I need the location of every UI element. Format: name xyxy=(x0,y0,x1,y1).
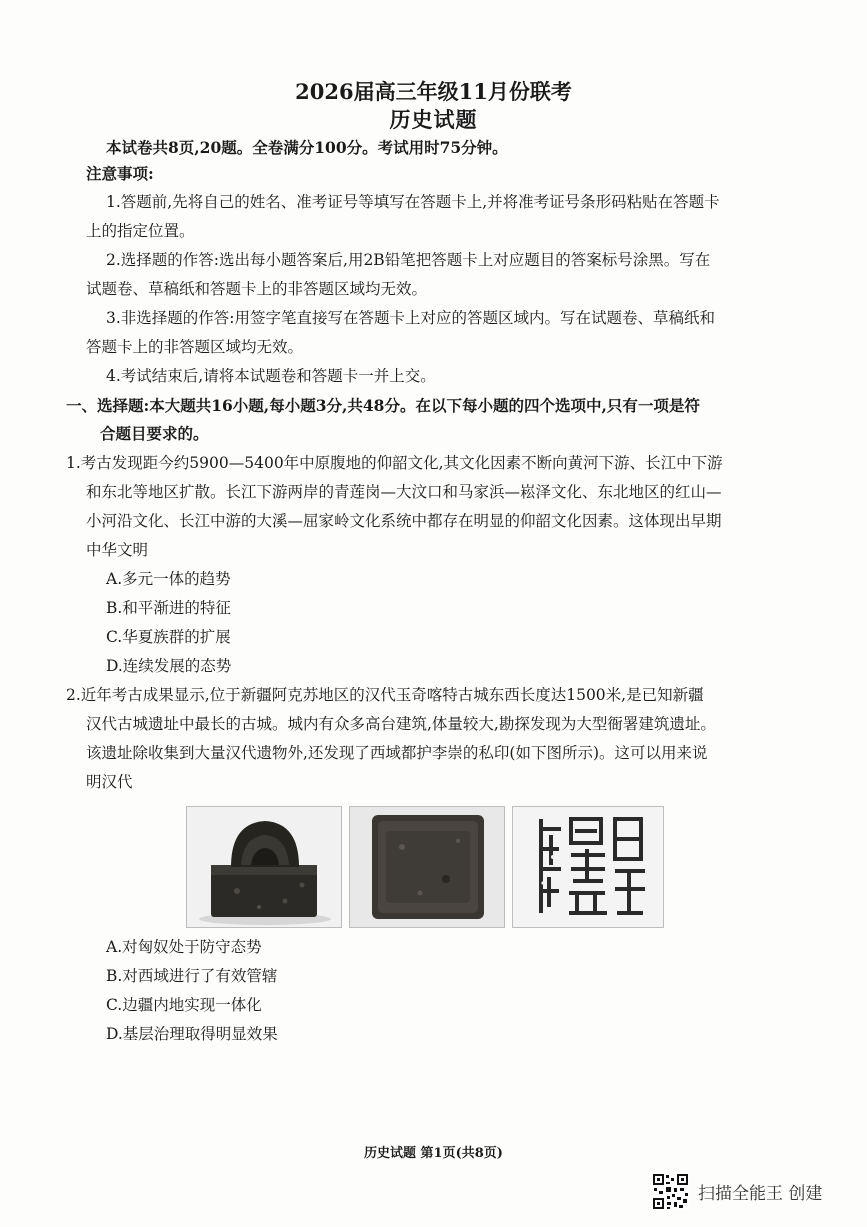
notice-line: 答题卡上的非答题区域均无效。 xyxy=(86,338,304,356)
question-1-text: 和东北等地区扩散。长江下游两岸的青莲岗—大汶口和马家浜—崧泽文化、东北地区的红山— xyxy=(86,483,722,501)
notice-line: 4.考试结束后,请将本试题卷和答题卡一并上交。 xyxy=(106,367,436,385)
question-1-text: 小河沿文化、长江中游的大溪—屈家岭文化系统中都存在明显的仰韶文化因素。这体现出早期 xyxy=(86,512,722,530)
scanner-watermark: 扫描全能王 创建 xyxy=(698,1184,823,1204)
qr-code-icon xyxy=(652,1173,689,1210)
notice-line: 试题卷、草稿纸和答题卡上的非答题区域均无效。 xyxy=(86,280,428,298)
question-2-option-d: D.基层治理取得明显效果 xyxy=(106,1025,278,1043)
page-footer: 历史试题 第1页(共8页) xyxy=(364,1146,503,1161)
question-2-text: 2.近年考古成果显示,位于新疆阿克苏地区的汉代玉奇喀特古城东西长度达1500米,是已知新疆 xyxy=(66,686,704,704)
question-1-text: 中华文明 xyxy=(86,541,149,559)
question-1-option-a: A.多元一体的趋势 xyxy=(106,570,231,588)
notice-heading: 注意事项: xyxy=(86,164,154,183)
notice-line: 3.非选择题的作答:用签字笔直接写在答题卡上对应的答题区域内。写在试题卷、草稿纸和 xyxy=(106,309,716,327)
question-2-text: 明汉代 xyxy=(86,773,133,791)
question-1-option-b: B.和平渐进的特征 xyxy=(106,599,231,617)
seal-photo-side xyxy=(186,806,342,928)
subject-title: 历史试题 xyxy=(389,107,478,132)
section-heading-cont: 合题目要求的。 xyxy=(100,424,209,443)
question-2-text: 该遗址除收集到大量汉代遗物外,还发现了西域都护李崇的私印(如下图所示)。这可以用来说 xyxy=(86,744,708,762)
question-1-text: 1.考古发现距今约5900—5400年中原腹地的仰韶文化,其文化因素不断向黄河下游、长江中下游 xyxy=(66,454,723,472)
seal-impression xyxy=(512,806,664,928)
seal-photo-top xyxy=(349,806,505,928)
question-2-option-b: B.对西域进行了有效管辖 xyxy=(106,967,278,985)
question-2-option-a: A.对匈奴处于防守态势 xyxy=(106,938,262,956)
notice-line: 1.答题前,先将自己的姓名、准考证号等填写在答题卡上,并将准考证号条形码粘贴在答题卡 xyxy=(106,193,720,211)
section-heading: 一、选择题:本大题共16小题,每小题3分,共48分。在以下每小题的四个选项中,只有一项是符 xyxy=(66,396,700,415)
notice-line: 2.选择题的作答:选出每小题答案后,用2B铅笔把答题卡上对应题目的答案标号涂黑。写在 xyxy=(106,251,711,269)
question-1-option-d: D.连续发展的态势 xyxy=(106,657,232,675)
question-2-text: 汉代古城遗址中最长的古城。城内有众多高台建筑,体量较大,勘探发现为大型衙署建筑遗址。 xyxy=(86,715,716,733)
notice-line: 上的指定位置。 xyxy=(86,222,195,240)
exam-title: 2026届高三年级11月份联考 xyxy=(295,79,572,104)
question-2-option-c: C.边疆内地实现一体化 xyxy=(106,996,262,1014)
question-1-option-c: C.华夏族群的扩展 xyxy=(106,628,231,646)
exam-intro: 本试卷共8页,20题。全卷满分100分。考试用时75分钟。 xyxy=(106,138,508,157)
